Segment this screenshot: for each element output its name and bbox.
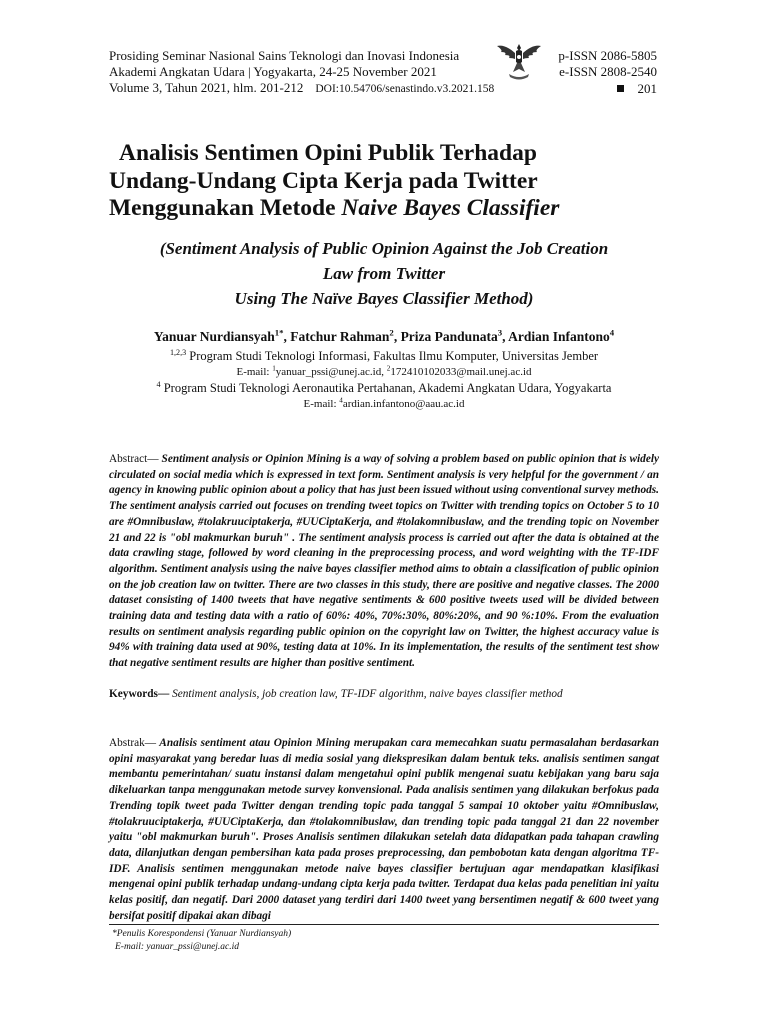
affiliation-1-email: E-mail: $^1$yanuar_pssi@unej.ac.id, $^2$172410102033@mail.unej.ac.id [236, 364, 532, 378]
title-line-1: Analisis Sentimen Opini Publik Terhadap [119, 140, 537, 166]
abstrak-body: Analisis sentiment atau Opinion Mining merupakan cara memecahkan suatu permasalahan berdasarkan opini masyarakat yang beredar luas di media sosial yang diekspresikan dalam bentuk teks. analisis sentimen sangat membantu pemerintahan/ suatu instansi dalam mengetahui opini publik mengenai suatu kebijakan yang baru saja dikeluarkan tanpa menggunakan metode survey konvensional. Pada analisis sentimen yang dilakukan berfokus pada Trending topik tweet pada Twitter dengan trending topic pada tanggal 5 sampai 10 oktober yaitu #Omnibuslaw, #tolakruuciptakerja, #UUCiptaKerja, dan #tolakomnibuslaw, dan trending topic pada tanggal 21 dan 22 november yaitu "obl makmurkan buruh". Proses Analisis sentimen dilakukan setelah data didapatkan pada tahapan crawling data, dilanjutkan dengan pembersihan kata pada proses preprocessing, dan pembobotan kata dengan algoritma TF-IDF. Analisis sentimen menggunakan metode naive bayes classifier bertujuan agar mendapatkan klasifikasi mengenai opini publik terhadap undang-undang cipta kerja pada twitter. Terdapat dua kelas pada penelitian ini yaitu kelas positif, dan negatif. Dari 2000 dataset yang terdiri dari 1400 tweet yang bersentimen negatif & 600 tweet yang bersifat positif dipakai akan dibagi [109, 737, 659, 922]
page-number: 201 [637, 80, 657, 96]
eagle-emblem-icon [495, 38, 543, 84]
conference-venue: Akademi Angkatan Udara | Yogyakarta, 24-25 November 2021 [109, 64, 437, 79]
corresponding-author: *Penulis Korespondensi (Yanuar Nurdiansyah) [112, 929, 292, 939]
subtitle-line-3: Using The Naïve Bayes Classifier Method) [234, 289, 534, 308]
paper-title [109, 140, 659, 223]
abstract-body: Sentiment analysis or Opinion Mining is a way of solving a problem based on public opinion that is widely circulated on social media which is expressed in text form. Sentiment analysis is very helpful for the government / an agency in knowing public opinion about a policy that has just been issued without using conventional survey methods. The sentiment analysis carried out focuses on trending tweet topics on Twitter with trending topics on October 5 to 10 are #Omnibuslaw, #tolakruuciptakerja, #UUCiptaKerja, and #tolakomnibuslaw, and the trending topic on November 21 and 22 is "obl makmurkan buruh" . The sentiment analysis process is carried out after the data is obtained at the data crawling stage, followed by word cleaning in the preprocessing process, and word weighting with the TF-IDF algorithm. Sentiment analysis using the naive bayes classifier method aims to obtain a classification of public opinion on the job creation law on twitter. There are two classes in this study, there are positive and negative classes. The 2000 dataset consisting of 1400 tweets that have negative sentiments & 600 positive tweets used will be divided between training data and testing data with a ratio of 60%: 40%, 70%:30%, 80%:20%, and 90 %:10%. From the evaluation results on sentiment analysis regarding public opinion on the copyright law on Twitter, the highest accuracy value is 94% with training data used at 90%, testing data at 10%. In its implementation, the results of the sentiment test show that negative sentiment results are higher than positive sentiment. [109, 453, 659, 670]
doi: DOI:10.54706/senastindo.v3.2021.158 [315, 83, 495, 95]
author-list: Yanuar Nurdiansyah$^{1*}$, Fatchur Rahman$^2$, Priza Pandunata$^3$, Ardian Infantono$^4$ [153, 327, 615, 344]
header-line-1 [109, 48, 657, 64]
author-name: Yanuar Nurdiansyah [153, 329, 275, 344]
email-link[interactable]: ardian.infantono@aau.ac.id [342, 398, 465, 410]
subtitle-line-1: (Sentiment Analysis of Public Opinion Against the Job Creation [159, 239, 609, 258]
keywords-label: Keywords— [109, 688, 170, 700]
title-method: Naive Bayes Classifier [341, 195, 560, 221]
page-header [109, 48, 657, 96]
footnote-divider [109, 924, 659, 925]
header-line-2 [109, 64, 657, 80]
affiliation-2-email: E-mail: $^4$ardian.infantono@aau.ac.id [303, 396, 465, 410]
abstract-label: Abstract— [109, 453, 159, 465]
footnote [112, 928, 291, 954]
e-issn: e-ISSN 2808-2540 [559, 64, 657, 79]
volume-info: Volume 3, Tahun 2021, hlm. 201-212 [109, 80, 304, 95]
square-bullet-icon [617, 85, 624, 92]
p-issn: p-ISSN 2086-5805 [558, 48, 657, 63]
abstrak-label: Abstrak— [109, 737, 157, 749]
email-link[interactable]: yanuar_pssi@unej.ac.id, [275, 366, 387, 378]
author-name: Ardian Infantono [508, 329, 610, 344]
author-name: Fatchur Rahman [290, 329, 390, 344]
subtitle-line-2: Law from Twitter [322, 264, 446, 283]
corresponding-email: E-mail: yanuar_pssi@unej.ac.id [115, 942, 240, 952]
email-link[interactable]: 172410102033@mail.unej.ac.id [390, 366, 532, 378]
author-name: Priza Pandunata [400, 329, 498, 344]
affiliation-1: $^{1,2,3}$ Program Studi Teknologi Informasi, Fakultas Ilmu Komputer, Universitas Jember [169, 347, 599, 363]
english-title [109, 236, 659, 311]
keywords-body: Sentiment analysis, job creation law, TF-IDF algorithm, naive bayes classifier method [169, 688, 563, 700]
abstract-english [109, 452, 659, 672]
conference-name: Prosiding Seminar Nasional Sains Teknologi dan Inovasi Indonesia [109, 48, 460, 63]
title-line-2: Undang-Undang Cipta Kerja pada Twitter [109, 167, 538, 194]
keywords [109, 688, 659, 700]
title-line-3: Menggunakan Metode Naive Bayes Classifier [109, 195, 560, 221]
header-line-3 [109, 80, 657, 96]
affiliation-2: $^4$ Program Studi Teknologi Aeronautika Pertahanan, Akademi Angkatan Udara, Yogyakarta [156, 379, 612, 395]
abstract-indonesian [109, 736, 659, 924]
